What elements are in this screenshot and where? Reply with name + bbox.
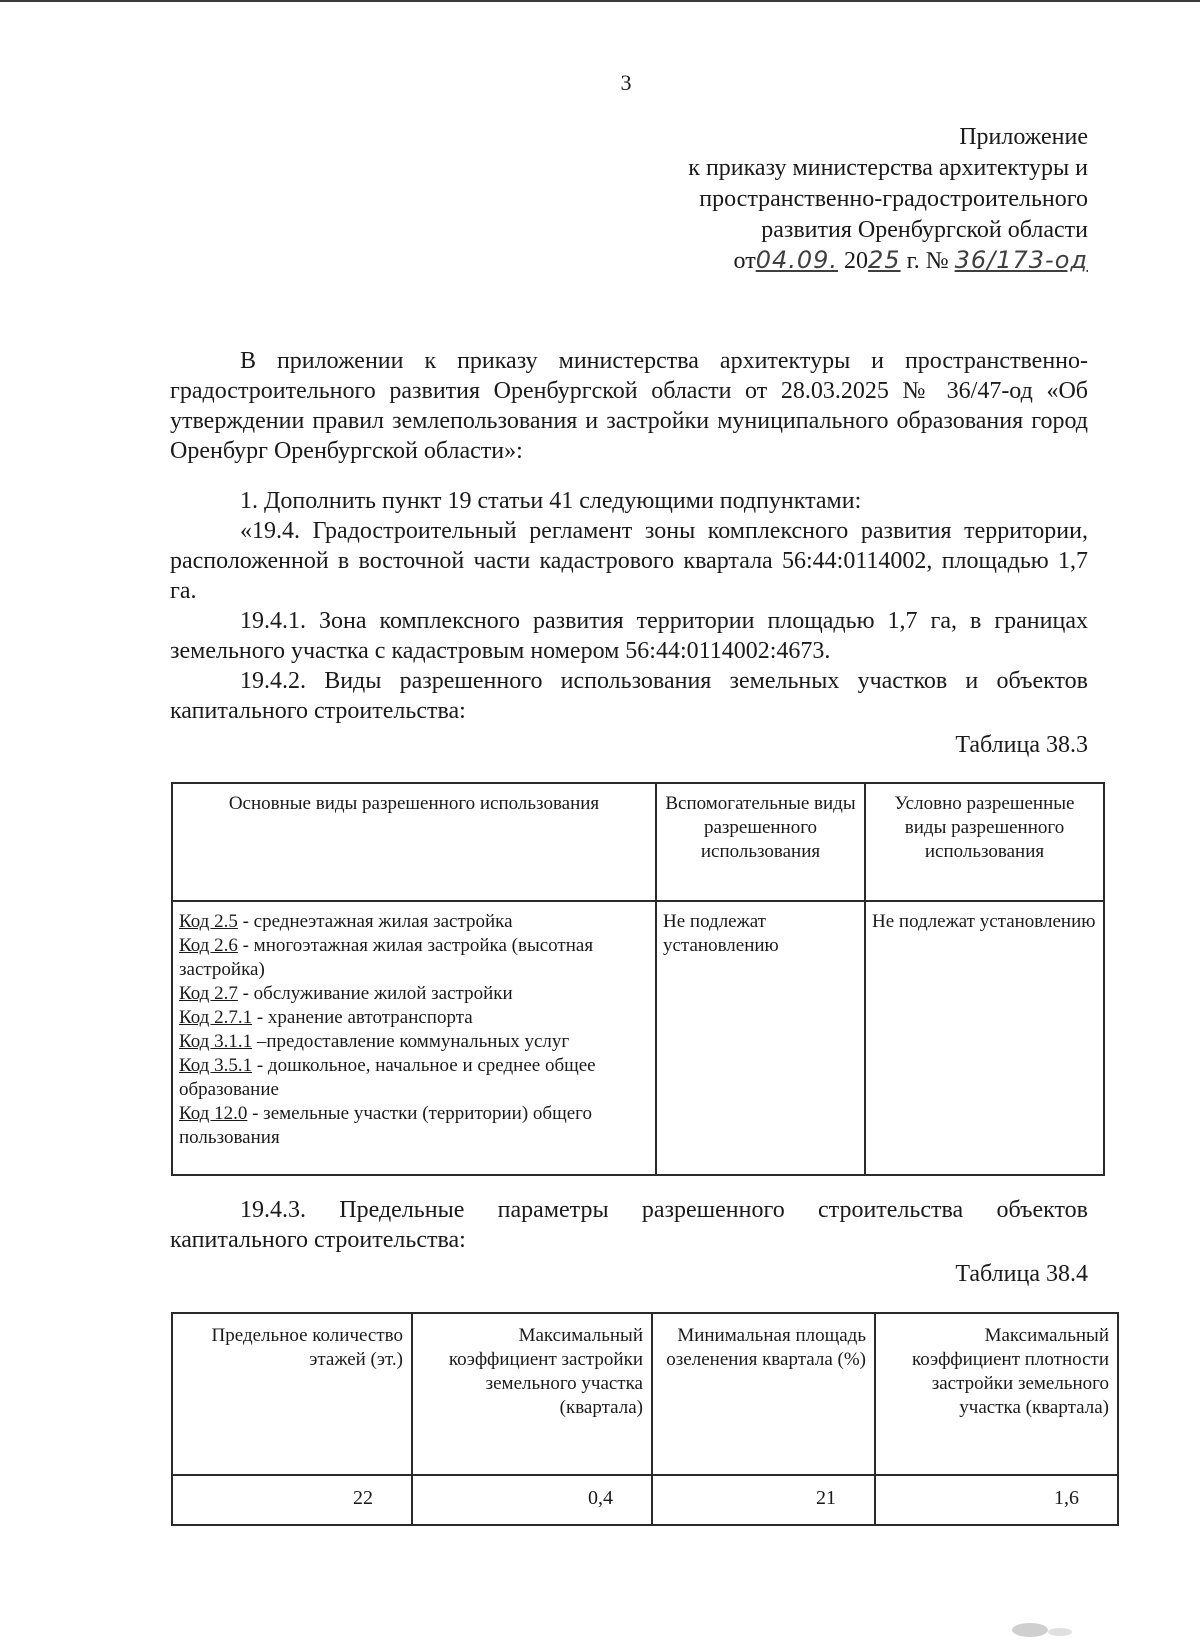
order-reference (734, 246, 1088, 275)
use-code: Код 2.6 (179, 935, 238, 956)
table-caption: Таблица 38.3 (955, 732, 1088, 758)
table-cell: 21 (652, 1475, 875, 1525)
table-header-cell: Условно разрешенные виды разрешенного использования (865, 783, 1104, 901)
use-text: - обслуживание жилой застройки (237, 983, 513, 1004)
use-text: - среднеэтажная жилая застройка (237, 911, 513, 932)
stamp-smudge (1010, 1620, 1090, 1640)
use-item (179, 1030, 649, 1054)
document-body (170, 346, 1088, 760)
intro-paragraph: В приложении к приказу министерства архитектуры и пространственно-градостроительного развития Оренбургской области от 28.03.2025 № 36/47-од «Об утверждении правил землепользования и застройки муниципального образования город Оренбург Оренбургской области»: (170, 348, 1088, 464)
document-body-continued (170, 1195, 1088, 1289)
construction-limits-table (171, 1312, 1119, 1526)
paragraph: 19.4.2. Виды разрешенного использования земельных участков и объектов капитального строительства: (170, 668, 1088, 724)
appendix-line: пространственно-градостроительного (699, 186, 1088, 212)
table-header-cell: Предельное количество этажей (эт.) (172, 1313, 412, 1475)
order-year-label: г. № (906, 248, 949, 274)
main-uses-cell (172, 901, 656, 1175)
table-header-row (172, 783, 1104, 901)
table-row (172, 1475, 1118, 1525)
use-item (179, 1102, 649, 1150)
appendix-line: к приказу министерства архитектуры и (688, 155, 1088, 181)
table-header-cell: Основные виды разрешенного использования (172, 783, 656, 901)
order-year-handwritten: 25 (868, 246, 901, 274)
auxiliary-uses-cell: Не подлежат установлению (656, 901, 865, 1175)
order-number-handwritten: 36/173-од (954, 246, 1088, 274)
use-text: - дошкольное, начальное и среднее общее образование (179, 1055, 596, 1100)
table-header-cell: Вспомогательные виды разрешенного использования (656, 783, 865, 901)
paragraph: 1. Дополнить пункт 19 статьи 41 следующими подпунктами: (240, 488, 862, 514)
use-code: Код 3.1.1 (179, 1031, 253, 1052)
table-header-row (172, 1313, 1118, 1475)
table-cell: 0,4 (412, 1475, 652, 1525)
use-code: Код 12.0 (179, 1103, 248, 1124)
order-date-handwritten: 04.09. (755, 246, 839, 274)
top-border (0, 0, 1200, 2)
table-caption: Таблица 38.4 (955, 1261, 1088, 1287)
use-text: - земельные участки (территории) общего пользования (179, 1103, 592, 1148)
paragraph: 19.4.3. Предельные параметры разрешенного строительства объектов капитального строительства: (170, 1197, 1088, 1253)
use-code: Код 2.7.1 (179, 1007, 253, 1028)
table-header-cell: Минимальная площадь озеленения квартала (%) (652, 1313, 875, 1475)
table-row (172, 901, 1104, 1175)
use-text: –предоставление коммунальных услуг (252, 1031, 570, 1052)
use-item (179, 910, 649, 934)
permitted-uses-table (171, 782, 1105, 1176)
use-item (179, 934, 649, 982)
use-text: - многоэтажная жилая застройка (высотная застройка) (179, 935, 594, 980)
order-prefix: от (733, 248, 756, 274)
conditional-uses-cell: Не подлежат установлению (865, 901, 1104, 1175)
use-text: - хранение автотранспорта (252, 1007, 473, 1028)
table-header-cell: Максимальный коэффициент застройки земельного участка (квартала) (412, 1313, 652, 1475)
appendix-header (688, 122, 1088, 246)
paragraph: «19.4. Градостроительный регламент зоны комплексного развития территории, расположенной в восточной части кадастрового квартала 56:44:0114002, площадью 1,7 га. (170, 518, 1088, 604)
appendix-line: развития Оренбургской области (761, 217, 1088, 243)
paragraph: 19.4.1. Зона комплексного развития территории площадью 1,7 га, в границах земельного участка с кадастровым номером 56:44:0114002:4673. (170, 608, 1088, 664)
use-code: Код 2.5 (179, 911, 238, 932)
appendix-line: Приложение (959, 124, 1088, 150)
order-year-prefix: 20 (844, 248, 869, 274)
use-item (179, 982, 649, 1006)
table-cell: 1,6 (875, 1475, 1118, 1525)
use-code: Код 3.5.1 (179, 1055, 253, 1076)
table-cell: 22 (172, 1475, 412, 1525)
use-item (179, 1054, 649, 1102)
table-header-cell: Максимальный коэффициент плотности застройки земельного участка (квартала) (875, 1313, 1118, 1475)
use-item (179, 1006, 649, 1030)
use-code: Код 2.7 (179, 983, 238, 1004)
page-number: 3 (620, 70, 632, 95)
